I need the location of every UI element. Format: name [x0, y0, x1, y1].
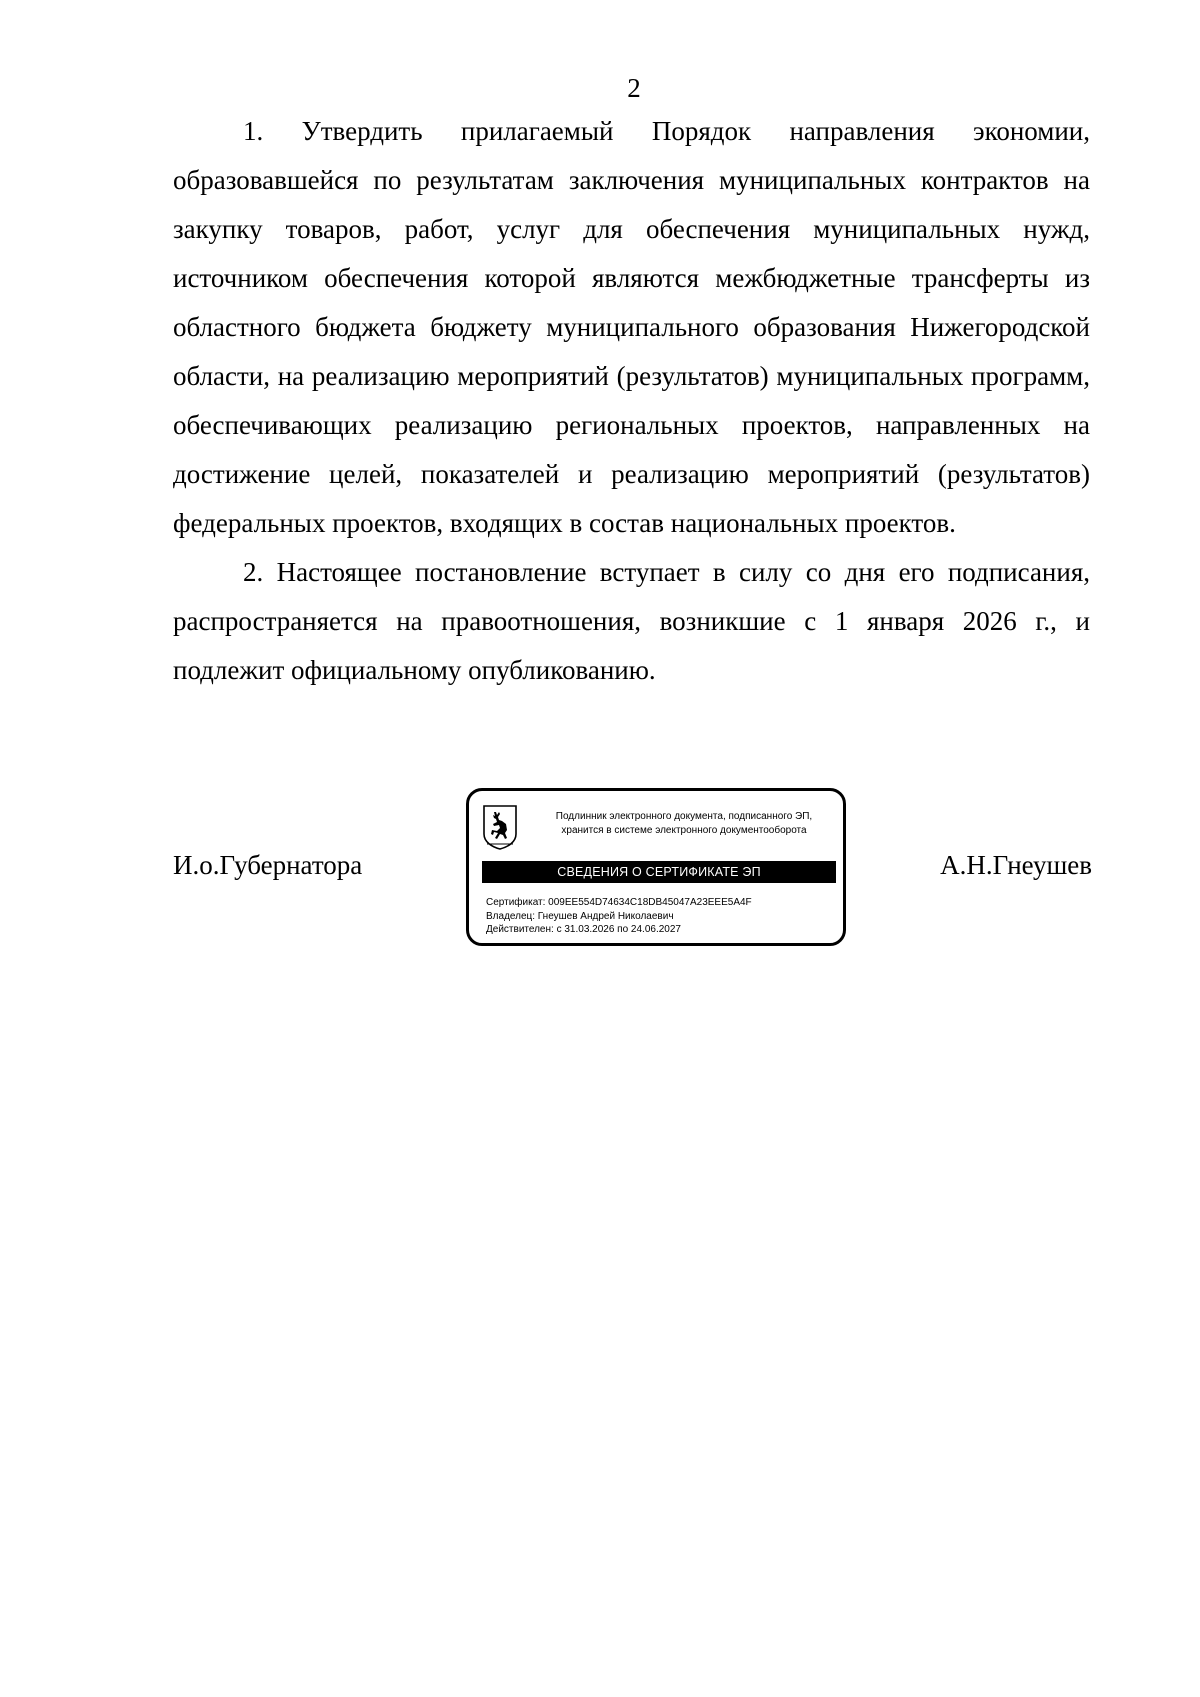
paragraph-1: 1. Утвердить прилагаемый Порядок направления экономии, образовавшейся по результатам заключения муниципальных контрактов на закупку товаров, работ, услуг для обеспечения муниципальных нужд, источником обеспечения которой являются межбюджетные трансферты из областного бюджета бюджету муниципального образования Нижегородской области, на реализацию мероприятий (результатов) муниципальных программ, обеспечивающих реализацию региональных проектов, направленных на достижение целей, показателей и реализацию мероприятий (результатов) федеральных проектов, входящих в состав национальных проектов. — [173, 116, 1090, 538]
stamp-details — [486, 896, 836, 937]
signer-position: И.о.Губернатора — [173, 850, 363, 880]
stamp-certificate: Сертификат: 009EE554D74634C18DB45047A23EEE5A4F — [486, 897, 752, 908]
signer-name: А.Н.Гнеушев — [940, 850, 1092, 880]
stamp-note-line-1: Подлинник электронного документа, подписанного ЭП, — [555, 811, 813, 822]
paragraph-2: 2. Настоящее постановление вступает в силу со дня его подписания, распространяется на правоотношения, возникшие с 1 января 2026 г., и подлежит официальному опубликованию. — [173, 557, 1090, 685]
electronic-signature-stamp — [466, 788, 846, 946]
stamp-note-line-2: хранится в системе электронного документооборота — [561, 825, 807, 836]
stamp-note — [531, 810, 837, 838]
stamp-title: СВЕДЕНИЯ О СЕРТИФИКАТЕ ЭП — [482, 861, 836, 883]
nizhny-novgorod-deer-emblem-icon — [482, 804, 518, 850]
stamp-validity: Действителен: с 31.03.2026 по 24.06.2027 — [486, 924, 681, 935]
document-body — [173, 107, 1090, 695]
stamp-owner: Владелец: Гнеушев Андрей Николаевич — [486, 910, 674, 922]
page-number: 2 — [627, 73, 641, 103]
